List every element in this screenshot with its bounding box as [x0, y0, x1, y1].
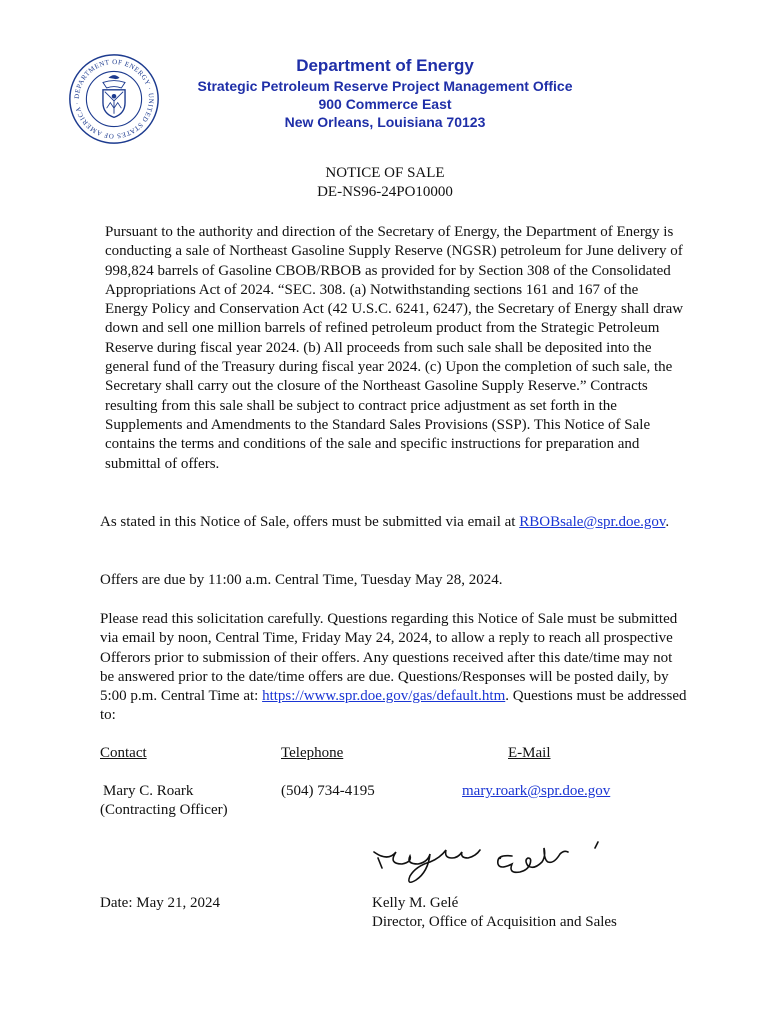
notice-title: NOTICE OF SALE [325, 165, 445, 181]
submission-period: . [665, 514, 670, 530]
authority-paragraph: Pursuant to the authority and direction of the Secretary of Energy, the Department of Energy is conducting a sale of Northeast Gasoline Supply Reserve (NGSR) petroleum for June delivery of 998,824 barrels of Gasoline CBOB/RBOB as provided for by Section 308 of the Consolidated Appropriations Act of 2024. “SEC. 308. (a) Notwithstanding sections 161 and 167 of the Energy Policy and Conservation Act (42 U.S.C. 6241, 6247), the Secretary of Energy shall draw down and sell one million barrels of refined petroleum product from the Strategic Petroleum Reserve during fiscal year 2024. (b) All proceeds from such sale shall be deposited into the general fund of the Treasury during fiscal year 2024. (c) Upon the completion of such sale, the Secretary shall carry out the closure of the Northeast Gasoline Supply Reserve.” Contracts resulting from this sale shall be subject to contract price adjustment as set forth in the Supplements and Amendments to the Standard Sales Provisions (SSP). This Notice of Sale contains the terms and conditions of the sale and specific instructions for preparation and submittal of offers. [105, 224, 684, 472]
notice-number: DE-NS96-24PO10000 [317, 184, 453, 200]
office-name: Strategic Petroleum Reserve Project Management Office [197, 78, 573, 94]
contact-phone: (504) 734-4195 [281, 783, 375, 799]
telephone-header: Telephone [281, 745, 344, 761]
office-street: 900 Commerce East [318, 96, 452, 112]
questions-tail: . Questions must be addressed to: [100, 688, 687, 724]
signer-name: Kelly M. Gelé [372, 895, 459, 911]
office-city: New Orleans, Louisiana 70123 [284, 114, 486, 130]
contact-name: Mary C. Roark [103, 783, 194, 799]
contact-email-link[interactable]: mary.roark@spr.doe.gov [462, 783, 611, 799]
signer-title: Director, Office of Acquisition and Sales [372, 914, 617, 930]
due-date-paragraph: Offers are due by 11:00 a.m. Central Time, Tuesday May 28, 2024. [100, 572, 503, 588]
handwritten-signature [372, 836, 612, 896]
offer-email-link[interactable]: RBOBsale@spr.doe.gov [519, 514, 666, 530]
questions-website-link[interactable]: https://www.spr.doe.gov/gas/default.htm [262, 688, 506, 705]
contact-role: (Contracting Officer) [100, 802, 228, 818]
notice-date: Date: May 21, 2024 [100, 895, 220, 911]
questions-text: Please read this solicitation carefully. Questions regarding this Notice of Sale must be submitted via email by noon, Central Time, Friday May 24, 2024, to allow a reply to reach all prospective Offerors prior to submission of their offers. Any questions received after this date/time may not be answered prior to the date/time offers are due. Questions/Responses will be posted daily, by 5:00 p.m. Central Time at: [100, 611, 678, 705]
svg-text:DEPARTMENT OF ENERGY · UNITED: DEPARTMENT OF ENERGY · UNITED STATES OF AMERICA · [73, 58, 155, 140]
submission-text: As stated in this Notice of Sale, offers must be submitted via email at [100, 514, 516, 530]
contact-header: Contact [100, 745, 147, 761]
email-header: E-Mail [508, 745, 551, 761]
agency-name: Department of Energy [296, 56, 474, 75]
submission-paragraph [100, 513, 690, 532]
questions-paragraph [100, 610, 690, 726]
